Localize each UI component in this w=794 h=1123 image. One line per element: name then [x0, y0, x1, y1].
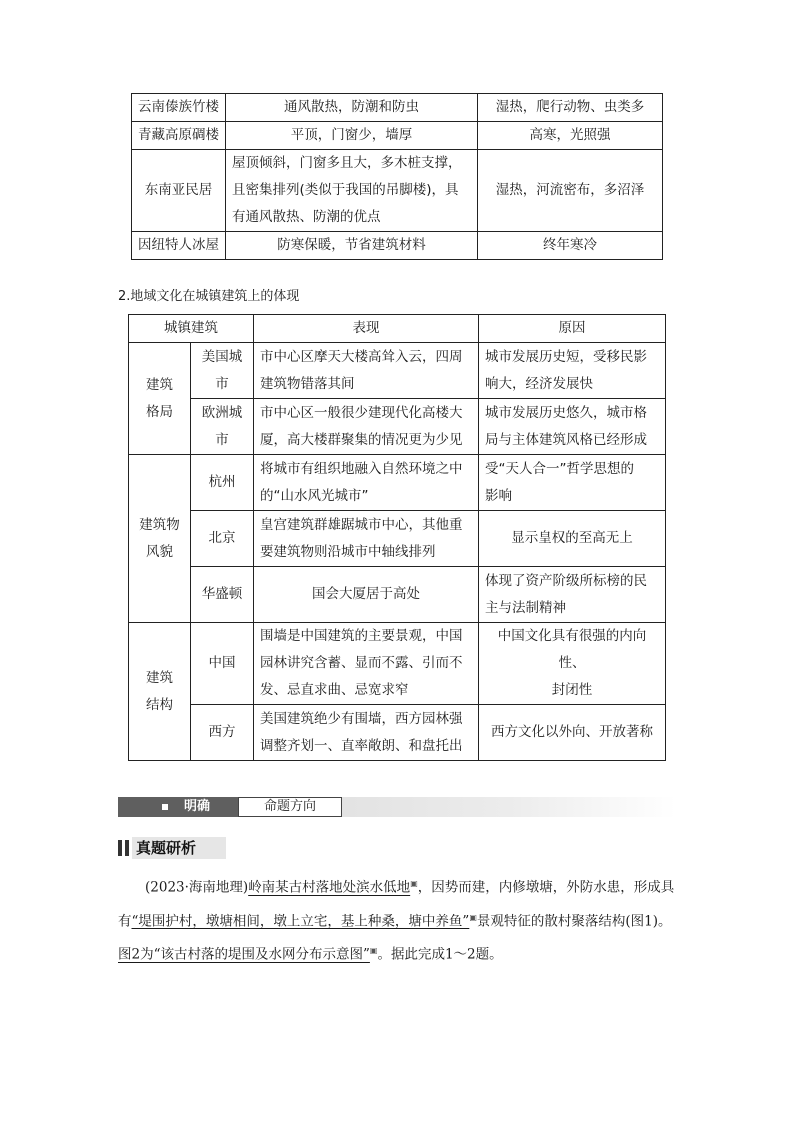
reason-cell — [479, 399, 666, 455]
cell-line: 结构 — [146, 696, 173, 713]
dwelling-name: 云南傣族竹楼 — [132, 94, 226, 122]
cell-line: 影响 — [485, 487, 512, 504]
reason-cell — [479, 623, 666, 705]
cell-line: 市中心区摩天大楼高耸入云，四周 — [260, 348, 463, 365]
square-bullet-icon — [162, 804, 168, 810]
cell-line: 将城市有组织地融入自然环境之中 — [260, 460, 463, 477]
cell-line: 响大，经济发展快 — [485, 375, 593, 392]
cell-line: 市 — [215, 431, 229, 448]
section-title: 2.地域文化在城镇建筑上的体现 — [118, 289, 300, 304]
cell-line: 主与法制精神 — [485, 599, 566, 616]
dwelling-feature: 防寒保暖，节省建筑材料 — [226, 232, 478, 260]
table-row — [132, 122, 663, 150]
cell-line: 厦，高大楼群聚集的情况更为少见 — [260, 431, 463, 448]
question-paragraph — [118, 869, 678, 970]
table-row — [129, 455, 666, 511]
urban-architecture-table — [128, 314, 666, 761]
dwelling-name: 东南亚民居 — [132, 150, 226, 232]
reason-cell: 西方文化以外向、开放著称 — [479, 705, 666, 761]
banner-label-primary: 明确 — [184, 799, 211, 814]
reason-cell — [479, 567, 666, 623]
subcategory-cell: 中国 — [191, 623, 254, 705]
banner-dark-block — [118, 797, 238, 817]
table-row — [132, 232, 663, 260]
annotation-marker-icon: ▣ — [410, 879, 418, 888]
dwelling-reason: 湿热，河流密布，多沼泽 — [478, 150, 663, 232]
annotation-marker-icon: ▣ — [369, 946, 378, 955]
cell-line: 风貌 — [146, 543, 173, 560]
cell-line: 有通风散热、防潮的优点 — [232, 209, 381, 225]
cell-line: 中国文化具有很强的内向性、 — [497, 628, 647, 671]
cell-line: 封闭性 — [551, 682, 593, 698]
cell-line: 发、忌直求曲、忌宽求窄 — [260, 682, 409, 698]
category-cell — [129, 623, 191, 761]
cell-line: 调整齐划一、直率敞朗、和盘托出 — [260, 737, 463, 754]
subcategory-cell: 杭州 — [191, 455, 254, 511]
show-cell — [254, 623, 479, 705]
section-banner — [118, 797, 676, 817]
dwelling-feature: 通风散热，防潮和防虫 — [226, 94, 478, 122]
underlined-phrase: “堤围护村，墩塘相间，墩上立宅，基上种桑，塘中养鱼” — [131, 913, 470, 929]
table-row — [129, 567, 666, 623]
column-header: 城镇建筑 — [129, 315, 254, 343]
table-row — [129, 623, 666, 705]
banner-label-secondary: 命题方向 — [263, 799, 316, 814]
subcategory-cell: 西方 — [191, 705, 254, 761]
cell-line: 围墙是中国建筑的主要景观，中国 — [260, 628, 463, 644]
table-row — [129, 705, 666, 761]
dwelling-reason: 终年寒冷 — [478, 232, 663, 260]
dwelling-name: 青藏高原碉楼 — [132, 122, 226, 150]
subcategory-cell — [191, 343, 254, 399]
cell-line: 局与主体建筑风格已经形成 — [485, 431, 647, 448]
reason-cell — [479, 343, 666, 399]
show-cell — [254, 343, 479, 399]
cell-line: 城市发展历史悠久，城市格 — [485, 404, 647, 421]
subcategory-cell: 华盛顿 — [191, 567, 254, 623]
show-cell: 国会大厦居于高处 — [254, 567, 479, 623]
cell-line: 建筑 — [146, 376, 173, 393]
cell-line: 受“天人合一”哲学思想的 — [485, 460, 634, 477]
cell-line: 园林讲究含蓄、显而不露、引而不 — [260, 655, 463, 671]
paragraph-text: ，因势而建，内修墩塘，外防水患，形成具有 — [118, 879, 675, 929]
table-row — [132, 94, 663, 122]
heading-text: 真题研析 — [136, 839, 197, 857]
dwelling-table — [131, 93, 663, 260]
cell-line: 美国城 — [201, 348, 243, 365]
show-cell — [254, 705, 479, 761]
heading-bar-icon — [118, 840, 122, 856]
cell-line: 屋顶倾斜，门窗多且大，多木桩支撑， — [232, 155, 462, 171]
cell-line: 且密集排列(类似于我国的吊脚楼)，具 — [232, 182, 459, 198]
dwelling-name: 因纽特人冰屋 — [132, 232, 226, 260]
dwelling-feature: 平顶，门窗少，墙厚 — [226, 122, 478, 150]
paragraph-text: 景观特征的散村聚落结构(图1)。 — [476, 913, 672, 929]
column-header: 表现 — [254, 315, 479, 343]
cell-line: 建筑 — [146, 669, 173, 686]
underlined-phrase: 岭南某古村落地处滨水低地 — [248, 879, 411, 896]
cell-line: 建筑物错落其间 — [260, 375, 355, 392]
table-header-row — [129, 315, 666, 343]
cell-line: 欧洲城 — [201, 404, 243, 421]
table-row — [129, 399, 666, 455]
dwelling-reason: 高寒，光照强 — [478, 122, 663, 150]
dwelling-feature — [226, 150, 478, 232]
cell-line: 皇宫建筑群雄踞城市中心，其他重 — [260, 516, 463, 533]
annotation-marker-icon: ▣ — [469, 912, 477, 922]
heading-bar-icon — [125, 840, 129, 856]
show-cell — [254, 511, 479, 567]
subcategory-cell: 北京 — [191, 511, 254, 567]
reason-cell: 显示皇权的至高无上 — [479, 511, 666, 567]
category-cell — [129, 343, 191, 455]
table-row — [129, 343, 666, 399]
subcategory-cell — [191, 399, 254, 455]
cell-line: 市 — [215, 375, 229, 392]
cell-line: 建筑物 — [139, 516, 180, 533]
cell-line: 要建筑物则沿城市中轴线排列 — [260, 543, 436, 560]
cell-line: 城市发展历史短，受移民影 — [485, 348, 647, 365]
table-row — [129, 511, 666, 567]
paragraph-text: 。据此完成1～2题。 — [377, 946, 503, 963]
banner-label-box — [238, 797, 342, 817]
cell-line: 的“山水风光城市” — [260, 487, 369, 504]
dwelling-reason: 湿热，爬行动物、虫类多 — [478, 94, 663, 122]
show-cell — [254, 399, 479, 455]
cell-line: 市中心区一般很少建现代化高楼大 — [260, 404, 463, 421]
show-cell — [254, 455, 479, 511]
category-cell — [129, 455, 191, 623]
cell-line: 体现了资产阶级所标榜的民 — [485, 572, 647, 589]
reason-cell — [479, 455, 666, 511]
underlined-phrase: 图2为“该古村落的堤围及水网分布示意图” — [118, 946, 370, 963]
question-source: (2023·海南地理) — [145, 879, 249, 896]
cell-line: 格局 — [146, 403, 173, 420]
cell-line: 美国建筑绝少有围墙，西方园林强 — [260, 710, 463, 727]
column-header: 原因 — [479, 315, 666, 343]
table-row — [132, 150, 663, 232]
